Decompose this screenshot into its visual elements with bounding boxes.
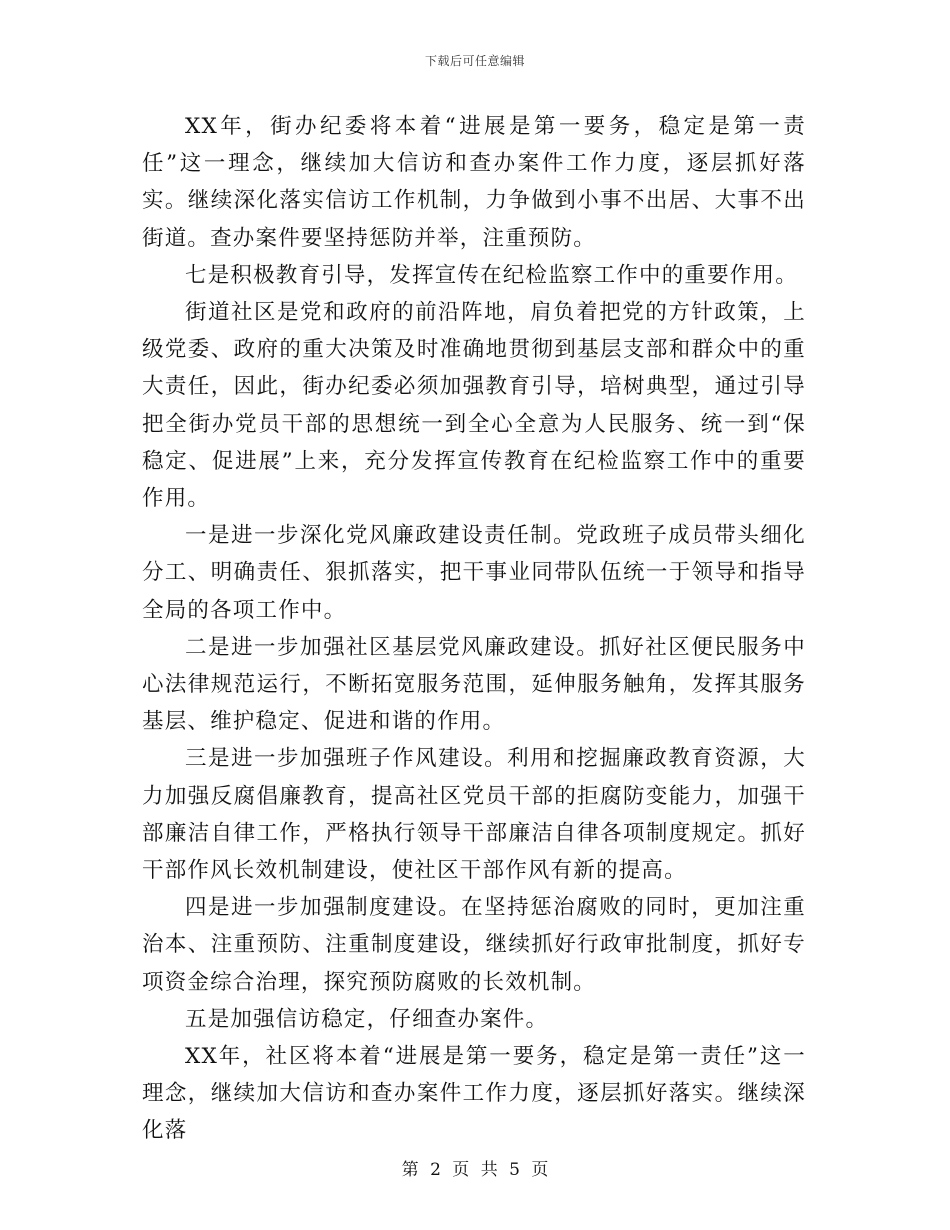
paragraph: 一是进一步深化党风廉政建设责任制。党政班子成员带头细化分工、明确责任、狠抓落实，把干事业同带队伍统一于领导和指导全局的各项工作中。 [142,523,806,623]
paragraph: XX年，社区将本着“进展是第一要务，稳定是第一责任”这一理念，继续加大信访和查办案件工作力度，逐层抓好落实。继续深化落 [142,1044,806,1144]
paragraph: 四是进一步加强制度建设。在坚持惩治腐败的同时，更加注重治本、注重预防、注重制度建设，继续抓好行政审批制度，抓好专项资金综合治理，探究预防腐败的长效机制。 [142,895,806,995]
paragraph: 七是积极教育引导，发挥宣传在纪检监察工作中的重要作用。 [185,262,798,288]
paragraph: 街道社区是党和政府的前沿阵地，肩负着把党的方针政策，上级党委、政府的重大决策及时准确地贯彻到基层支部和群众中的重大责任，因此，街办纪委必须加强教育引导，培树典型，通过引导把全街办党员干部的思想统一到全心全意为人民服务、统一到“保稳定、促进展”上来，充分发挥宣传教育在纪检监察工作中的重要作用。 [142,300,806,512]
paragraph: 三是进一步加强班子作风建设。利用和挖掘廉政教育资源，大力加强反腐倡廉教育，提高社区党员干部的拒腐防变能力，加强干部廉洁自律工作，严格执行领导干部廉洁自律各项制度规定。抓好干部作风长效机制建设，使社区干部作风有新的提高。 [142,746,806,884]
paragraph: XX年，街办纪委将本着“进展是第一要务，稳定是第一责任”这一理念，继续加大信访和查办案件工作力度，逐层抓好落实。继续深化落实信访工作机制，力争做到小事不出居、大事不出街道。查办案件要坚持惩防并举，注重预防。 [142,114,806,251]
header-note: 下载后可任意编辑 [424,54,525,68]
document-body [142,108,806,1150]
paragraph: 五是加强信访稳定，仔细查办案件。 [185,1006,549,1032]
paragraph: 二是进一步加强社区基层党风廉政建设。抓好社区便民服务中心法律规范运行，不断拓宽服务范围，延伸服务触角，发挥其服务基层、维护稳定、促进和谐的作用。 [142,634,806,735]
page-number: 第 2 页 共 5 页 [401,1160,549,1180]
